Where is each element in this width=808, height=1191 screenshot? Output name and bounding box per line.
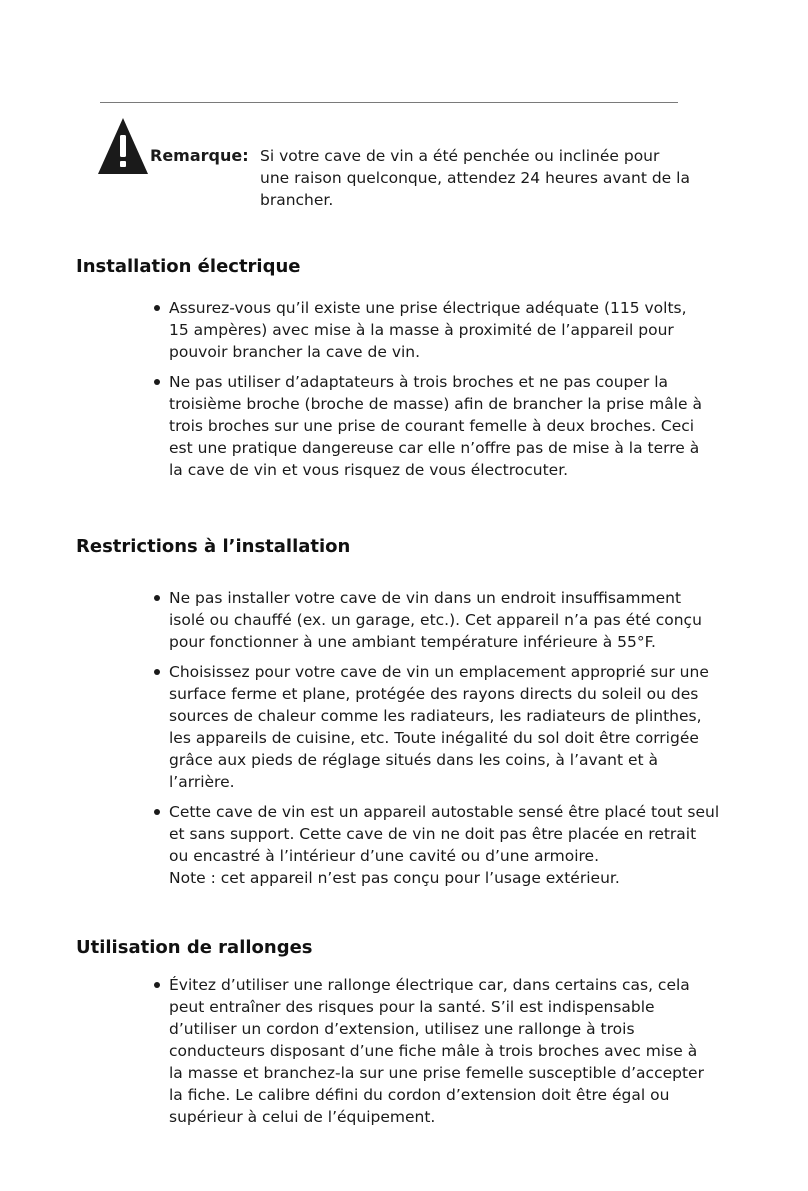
section-title-installation-electrique: Installation électrique xyxy=(76,256,301,277)
list-item: Ne pas utiliser d’adaptateurs à trois broches et ne pas couper la troisième broche (broche de masse) afin de brancher la prise mâle à trois broches sur une prise de courant femelle à deux broches. Ceci est une pratique dangereuse car elle n’offre pas de mise à la terre à la cave de vin et vous risquez de vous électrocuter. xyxy=(150,371,730,481)
bullet-icon xyxy=(154,809,160,815)
warning-triangle-icon xyxy=(98,118,148,174)
bullet-icon xyxy=(154,379,160,385)
top-divider xyxy=(100,102,678,103)
warning-note xyxy=(98,118,718,218)
list-item: Cette cave de vin est un appareil autostable sensé être placé tout seul et sans support. Cette cave de vin ne doit pas être placée en retrait ou encastré à l’intérieur d’une cavité ou d’une armoire. Note : cet appareil n’est pas conçu pour l’usage extérieur. xyxy=(150,801,730,889)
bullet-icon xyxy=(154,305,160,311)
bullet-icon xyxy=(154,669,160,675)
list-item: Ne pas installer votre cave de vin dans un endroit insuffisamment isolé ou chauffé (ex. un garage, etc.). Cet appareil n’a pas été conçu pour fonctionner à une ambiant température inférieure à 55°F. xyxy=(150,587,730,653)
note-text: Si votre cave de vin a été penchée ou inclinée pour une raison quelconque, attendez 24 heures avant de la brancher. xyxy=(260,147,690,209)
bullet-icon xyxy=(154,982,160,988)
section-installation-electrique-list xyxy=(150,297,730,489)
note-label: Remarque: xyxy=(150,146,249,165)
section-restrictions-list xyxy=(150,587,730,897)
section-title-restrictions: Restrictions à l’installation xyxy=(76,536,351,557)
list-item: Assurez-vous qu’il existe une prise électrique adéquate (115 volts, 15 ampères) avec mise à la masse à proximité de l’appareil pour pouvoir brancher la cave de vin. xyxy=(150,297,730,363)
bullet-icon xyxy=(154,595,160,601)
list-item: Évitez d’utiliser une rallonge électrique car, dans certains cas, cela peut entraîner des risques pour la santé. S’il est indispensable d’utiliser un cordon d’extension, utilisez une rallonge à trois conducteurs disposant d’une fiche mâle à trois broches avec mise à la masse et branchez-la sur une prise femelle susceptible d’accepter la fiche. Le calibre défini du cordon d’extension doit être égal ou supérieur à celui de l’équipement. xyxy=(150,974,730,1128)
section-rallonges-list xyxy=(150,974,730,1136)
section-title-rallonges: Utilisation de rallonges xyxy=(76,937,313,958)
list-item: Choisissez pour votre cave de vin un emplacement approprié sur une surface ferme et plane, protégée des rayons directs du soleil ou des sources de chaleur comme les radiateurs, les radiateurs de plinthes, les appareils de cuisine, etc. Toute inégalité du sol doit être corrigée grâce aux pieds de réglage situés dans les coins, à l’avant et à l’arrière. xyxy=(150,661,730,793)
